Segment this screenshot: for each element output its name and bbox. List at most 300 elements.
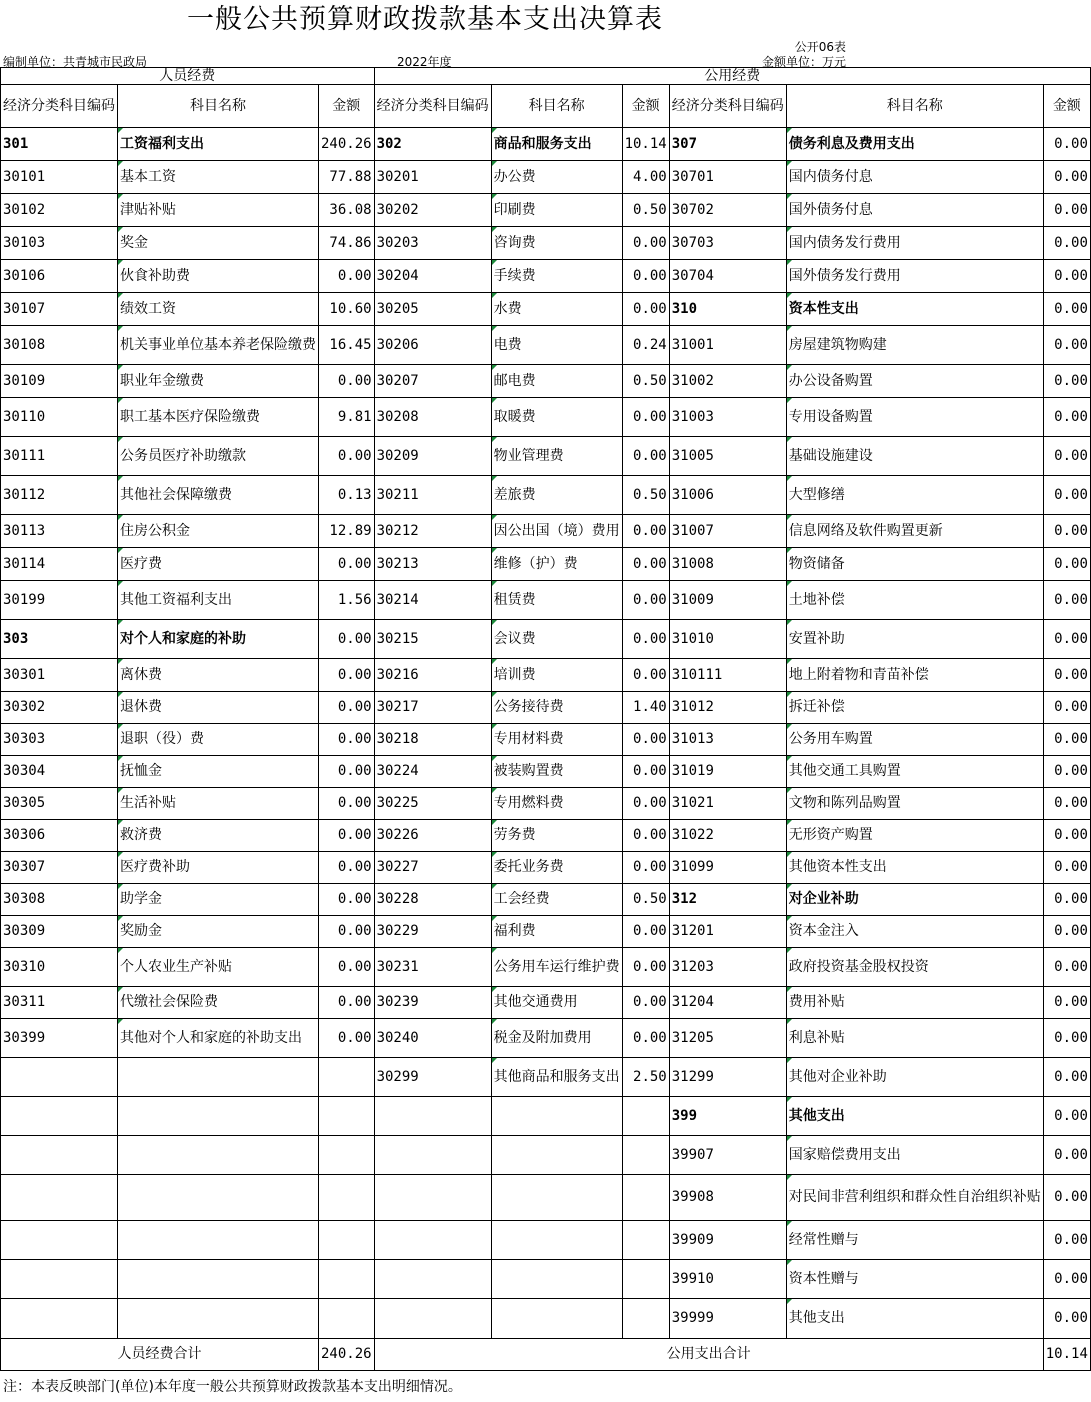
- code-text: 30225: [376, 795, 419, 811]
- cell-marker: [492, 128, 497, 133]
- code-text: 312: [671, 891, 698, 907]
- cell-marker: [787, 365, 792, 370]
- cell-marker: [787, 788, 792, 793]
- cell-marker: [118, 326, 123, 331]
- amount-cell: 36.08: [319, 194, 375, 227]
- amount-cell: 0.00: [319, 884, 375, 916]
- cell-marker: [492, 724, 497, 729]
- amount-cell: 0.00: [622, 293, 669, 326]
- amount-cell: 0.00: [622, 581, 669, 620]
- cell-marker: [492, 581, 497, 586]
- cell-marker: [787, 756, 792, 761]
- code-text: 30217: [376, 699, 419, 715]
- amount-cell: 0.00: [1043, 326, 1090, 365]
- name-cell: [491, 659, 622, 692]
- cell-marker: [787, 692, 792, 697]
- amount-cell: 0.00: [622, 620, 669, 659]
- col-header-code: 经济分类科目编码: [1, 85, 118, 128]
- code-cell: [669, 1097, 786, 1136]
- code-cell: [669, 326, 786, 365]
- code-text: 30703: [671, 234, 714, 251]
- amount-cell: 0.00: [1043, 620, 1090, 659]
- name-text: 公务用车购置: [788, 731, 873, 747]
- name-text: 资本金注入: [788, 923, 859, 939]
- amount-cell: 0.00: [622, 260, 669, 293]
- code-cell: [1, 820, 118, 852]
- cell-marker: [118, 581, 123, 586]
- name-cell: [491, 398, 622, 437]
- code-text: 30227: [376, 859, 419, 875]
- code-text: 30203: [376, 234, 419, 251]
- name-text: 基本工资: [120, 168, 176, 185]
- cell-marker: [492, 398, 497, 403]
- name-text: 伙食补助费: [120, 267, 190, 284]
- name-cell: [786, 260, 1043, 293]
- code-text: 39910: [671, 1270, 714, 1287]
- code-text: 39909: [671, 1231, 714, 1248]
- code-cell: [374, 916, 491, 948]
- code-text: 31099: [671, 859, 714, 875]
- amount-cell: 0.00: [1043, 293, 1090, 326]
- name-cell: [786, 227, 1043, 260]
- name-cell: [118, 987, 319, 1019]
- name-text: 国家赔偿费用支出: [788, 1146, 901, 1163]
- name-text: 个人农业生产补贴: [120, 958, 232, 975]
- empty-cell: [319, 1097, 375, 1136]
- amount-cell: 0.13: [319, 476, 375, 515]
- name-cell: [118, 227, 319, 260]
- cell-marker: [118, 161, 123, 166]
- name-text: 税金及附加费用: [493, 1029, 592, 1046]
- amount-cell: 0.00: [1043, 260, 1090, 293]
- amount-cell: 0.00: [622, 852, 669, 884]
- amount-cell: 2.50: [622, 1058, 669, 1097]
- code-text: 30231: [376, 958, 419, 975]
- name-cell: [118, 756, 319, 788]
- code-cell: [669, 788, 786, 820]
- name-text: 政府投资基金股权投资: [788, 958, 929, 975]
- cell-marker: [118, 884, 123, 889]
- amount-cell: 0.00: [319, 692, 375, 724]
- name-cell: [118, 365, 319, 398]
- name-cell: [786, 1058, 1043, 1097]
- code-text: 30701: [671, 168, 714, 185]
- code-cell: [669, 852, 786, 884]
- code-text: 30305: [3, 795, 46, 811]
- fiscal-year: 2022年度: [397, 55, 452, 69]
- name-text: 津贴补贴: [120, 201, 176, 218]
- amount-cell: 0.00: [1043, 1221, 1090, 1260]
- code-cell: [374, 293, 491, 326]
- name-text: 房屋建筑物购建: [788, 336, 887, 353]
- code-text: 30110: [3, 408, 46, 425]
- empty-cell: [1, 1097, 118, 1136]
- code-text: 30304: [3, 763, 46, 779]
- cell-marker: [118, 398, 123, 403]
- amount-cell: 0.50: [622, 194, 669, 227]
- empty-cell: [118, 1299, 319, 1339]
- col-header-name: 科目名称: [491, 85, 622, 128]
- code-cell: [669, 884, 786, 916]
- name-text: 安置补助: [788, 630, 845, 647]
- cell-marker: [118, 515, 123, 520]
- cell-marker: [492, 884, 497, 889]
- amount-cell: 0.00: [1043, 1136, 1090, 1175]
- name-text: 福利费: [493, 923, 536, 939]
- code-cell: [669, 916, 786, 948]
- code-text: 30302: [3, 699, 46, 715]
- name-text: 委托业务费: [493, 859, 564, 875]
- code-cell: [669, 398, 786, 437]
- amount-cell: 0.00: [319, 548, 375, 581]
- cell-marker: [787, 293, 792, 298]
- name-cell: [491, 293, 622, 326]
- name-cell: [118, 194, 319, 227]
- name-cell: [118, 437, 319, 476]
- amount-cell: 0.00: [319, 1019, 375, 1058]
- code-text: 30102: [3, 201, 46, 218]
- name-text: 培训费: [493, 666, 536, 683]
- code-cell: [669, 161, 786, 194]
- name-cell: [786, 916, 1043, 948]
- cell-marker: [492, 437, 497, 442]
- name-text: 奖励金: [120, 923, 162, 939]
- code-cell: [374, 581, 491, 620]
- column-header-row: [1, 85, 1091, 128]
- name-text: 国内债务付息: [788, 168, 873, 185]
- table-row: [1, 515, 1091, 548]
- empty-cell: [491, 1299, 622, 1339]
- code-cell: [374, 398, 491, 437]
- totals-row: [1, 1339, 1091, 1371]
- cell-marker: [118, 437, 123, 442]
- amount-cell: 0.00: [319, 437, 375, 476]
- code-cell: [1, 948, 118, 987]
- cell-marker: [787, 884, 792, 889]
- code-text: 30308: [3, 891, 46, 907]
- cell-marker: [118, 227, 123, 232]
- name-text: 其他对个人和家庭的补助支出: [120, 1029, 302, 1046]
- code-cell: [669, 1260, 786, 1299]
- cell-marker: [118, 293, 123, 298]
- table-row: [1, 1221, 1091, 1260]
- amount-cell: 0.00: [1043, 161, 1090, 194]
- amount-cell: 0.00: [622, 987, 669, 1019]
- cell-marker: [787, 1136, 792, 1141]
- code-cell: [669, 365, 786, 398]
- col-header-name: 科目名称: [786, 85, 1043, 128]
- amount-cell: 0.00: [1043, 476, 1090, 515]
- name-cell: [491, 884, 622, 916]
- amount-cell: 0.00: [1043, 788, 1090, 820]
- name-text: 国外债务付息: [788, 201, 873, 218]
- code-text: 30206: [376, 336, 419, 353]
- amount-cell: 0.00: [319, 852, 375, 884]
- name-cell: [118, 398, 319, 437]
- amount-cell: 0.00: [1043, 852, 1090, 884]
- code-cell: [1, 788, 118, 820]
- personnel-total-value: 240.26: [319, 1339, 375, 1371]
- code-text: 30212: [376, 522, 419, 539]
- code-cell: [374, 437, 491, 476]
- amount-cell: 0.00: [319, 820, 375, 852]
- empty-cell: [491, 1221, 622, 1260]
- cell-marker: [787, 476, 792, 481]
- name-cell: [118, 884, 319, 916]
- table-row: [1, 1299, 1091, 1339]
- table-row: [1, 788, 1091, 820]
- name-text: 印刷费: [493, 201, 536, 218]
- empty-cell: [1, 1058, 118, 1097]
- table-row: [1, 724, 1091, 756]
- amount-cell: 0.00: [1043, 724, 1090, 756]
- amount-cell: 0.00: [1043, 548, 1090, 581]
- code-text: 31001: [671, 336, 714, 353]
- name-cell: [118, 161, 319, 194]
- expenditure-table: [0, 67, 1091, 1371]
- empty-cell: [319, 1221, 375, 1260]
- table-row: [1, 659, 1091, 692]
- name-text: 会议费: [493, 630, 536, 647]
- code-text: 30307: [3, 859, 46, 875]
- code-cell: [374, 227, 491, 260]
- amount-cell: 0.00: [1043, 581, 1090, 620]
- code-cell: [374, 884, 491, 916]
- amount-cell: 0.50: [622, 365, 669, 398]
- cell-marker: [492, 916, 497, 921]
- name-cell: [786, 194, 1043, 227]
- col-header-amount: 金额: [1043, 85, 1090, 128]
- cell-marker: [118, 916, 123, 921]
- group-header-row: [1, 68, 1091, 85]
- name-cell: [118, 724, 319, 756]
- cell-marker: [492, 756, 497, 761]
- name-cell: [786, 884, 1043, 916]
- empty-cell: [622, 1175, 669, 1221]
- code-cell: [669, 756, 786, 788]
- code-cell: [669, 437, 786, 476]
- amount-cell: 0.00: [622, 515, 669, 548]
- name-text: 邮电费: [493, 372, 536, 389]
- name-text: 救济费: [120, 827, 162, 843]
- code-cell: [1, 916, 118, 948]
- amount-cell: 0.00: [319, 620, 375, 659]
- name-cell: [491, 948, 622, 987]
- code-cell: [374, 515, 491, 548]
- name-cell: [491, 227, 622, 260]
- code-text: 30214: [376, 591, 419, 608]
- empty-cell: [118, 1097, 319, 1136]
- cell-marker: [787, 852, 792, 857]
- table-row: [1, 365, 1091, 398]
- code-text: 30704: [671, 267, 714, 284]
- amount-cell: 0.50: [622, 884, 669, 916]
- cell-marker: [492, 692, 497, 697]
- amount-cell: 0.00: [622, 548, 669, 581]
- cell-marker: [787, 161, 792, 166]
- code-cell: [1, 692, 118, 724]
- code-cell: [1, 884, 118, 916]
- amount-cell: 240.26: [319, 128, 375, 161]
- empty-cell: [319, 1175, 375, 1221]
- code-cell: [1, 227, 118, 260]
- table-row: [1, 437, 1091, 476]
- cell-marker: [492, 476, 497, 481]
- cell-marker: [118, 724, 123, 729]
- cell-marker: [787, 1058, 792, 1063]
- code-cell: [374, 161, 491, 194]
- name-cell: [786, 1175, 1043, 1221]
- name-cell: [118, 326, 319, 365]
- name-text: 无形资产购置: [788, 827, 873, 843]
- name-cell: [786, 293, 1043, 326]
- amount-cell: 9.81: [319, 398, 375, 437]
- name-text: 物资储备: [788, 555, 845, 572]
- code-cell: [669, 724, 786, 756]
- empty-cell: [1, 1136, 118, 1175]
- empty-cell: [374, 1136, 491, 1175]
- empty-cell: [1, 1221, 118, 1260]
- form-code: 公开06表: [794, 40, 846, 54]
- name-cell: [491, 128, 622, 161]
- code-text: 30109: [3, 372, 46, 389]
- cell-marker: [492, 161, 497, 166]
- code-text: 31201: [671, 923, 714, 939]
- name-text: 其他资本性支出: [788, 859, 887, 875]
- amount-cell: 10.60: [319, 293, 375, 326]
- cell-marker: [492, 365, 497, 370]
- cell-marker: [787, 128, 792, 133]
- name-text: 大型修缮: [788, 486, 845, 503]
- name-text: 工会经费: [493, 891, 550, 907]
- code-cell: [374, 724, 491, 756]
- name-text: 医疗费补助: [120, 859, 190, 875]
- amount-unit: 金额单位：万元: [761, 55, 846, 69]
- public-total-label: 公用支出合计: [374, 1339, 1043, 1371]
- cell-marker: [492, 659, 497, 664]
- col-header-amount: 金额: [319, 85, 375, 128]
- col-header-amount: 金额: [622, 85, 669, 128]
- empty-cell: [491, 1136, 622, 1175]
- code-text: 31013: [671, 731, 714, 747]
- code-text: 30114: [3, 555, 46, 572]
- empty-cell: [319, 1136, 375, 1175]
- empty-cell: [118, 1058, 319, 1097]
- code-cell: [1, 987, 118, 1019]
- name-cell: [491, 692, 622, 724]
- cell-marker: [787, 437, 792, 442]
- name-cell: [786, 1221, 1043, 1260]
- code-cell: [1, 1019, 118, 1058]
- name-text: 生活补贴: [120, 795, 176, 811]
- name-text: 维修（护）费: [493, 555, 578, 572]
- code-text: 39999: [671, 1310, 714, 1326]
- amount-cell: 0.00: [1043, 1299, 1090, 1339]
- cell-marker: [118, 788, 123, 793]
- amount-cell: 0.00: [1043, 1058, 1090, 1097]
- name-text: 差旅费: [493, 486, 536, 503]
- personnel-total-label: 人员经费合计: [1, 1339, 319, 1371]
- code-cell: [374, 987, 491, 1019]
- code-cell: [374, 476, 491, 515]
- cell-marker: [787, 326, 792, 331]
- cell-marker: [118, 948, 123, 953]
- code-text: 302: [376, 135, 402, 152]
- name-cell: [786, 1136, 1043, 1175]
- cell-marker: [787, 260, 792, 265]
- code-text: 30303: [3, 731, 46, 747]
- name-text: 专用燃料费: [493, 795, 564, 811]
- amount-cell: 0.00: [319, 260, 375, 293]
- name-text: 其他社会保障缴费: [120, 486, 232, 503]
- code-text: 31008: [671, 555, 714, 572]
- code-cell: [669, 194, 786, 227]
- name-cell: [786, 659, 1043, 692]
- table-row: [1, 1058, 1091, 1097]
- name-cell: [786, 692, 1043, 724]
- name-cell: [786, 437, 1043, 476]
- name-cell: [786, 581, 1043, 620]
- code-cell: [374, 548, 491, 581]
- amount-cell: 0.00: [319, 365, 375, 398]
- cell-marker: [118, 128, 123, 133]
- table-row: [1, 260, 1091, 293]
- code-cell: [669, 581, 786, 620]
- code-cell: [1, 515, 118, 548]
- code-text: 303: [3, 630, 29, 647]
- code-cell: [374, 788, 491, 820]
- cell-marker: [118, 852, 123, 857]
- name-text: 因公出国（境）费用: [493, 522, 620, 539]
- empty-cell: [374, 1260, 491, 1299]
- amount-cell: 0.00: [1043, 398, 1090, 437]
- code-cell: [374, 620, 491, 659]
- col-header-name: 科目名称: [118, 85, 319, 128]
- code-text: 30103: [3, 234, 46, 251]
- name-text: 国内债务发行费用: [788, 234, 901, 251]
- code-text: 30306: [3, 827, 46, 843]
- table-row: [1, 820, 1091, 852]
- name-cell: [786, 161, 1043, 194]
- code-cell: [669, 476, 786, 515]
- code-text: 310111: [671, 666, 723, 683]
- cell-marker: [492, 194, 497, 199]
- code-cell: [374, 948, 491, 987]
- amount-cell: 0.24: [622, 326, 669, 365]
- code-text: 31006: [671, 486, 714, 503]
- name-text: 债务利息及费用支出: [788, 135, 915, 152]
- empty-cell: [118, 1221, 319, 1260]
- cell-marker: [787, 1175, 792, 1180]
- name-cell: [118, 128, 319, 161]
- name-cell: [786, 724, 1043, 756]
- name-cell: [786, 987, 1043, 1019]
- name-text: 专用材料费: [493, 731, 564, 747]
- cell-marker: [787, 227, 792, 232]
- code-text: 31003: [671, 408, 714, 425]
- name-text: 离休费: [120, 666, 162, 683]
- name-cell: [118, 1019, 319, 1058]
- code-text: 30310: [3, 958, 46, 975]
- code-cell: [374, 260, 491, 293]
- code-text: 30199: [3, 591, 46, 608]
- name-text: 国外债务发行费用: [788, 267, 901, 284]
- cell-marker: [492, 987, 497, 992]
- code-text: 301: [3, 135, 29, 152]
- page-title: 一般公共预算财政拨款基本支出决算表: [187, 4, 663, 35]
- amount-cell: 0.00: [1043, 365, 1090, 398]
- name-cell: [491, 1058, 622, 1097]
